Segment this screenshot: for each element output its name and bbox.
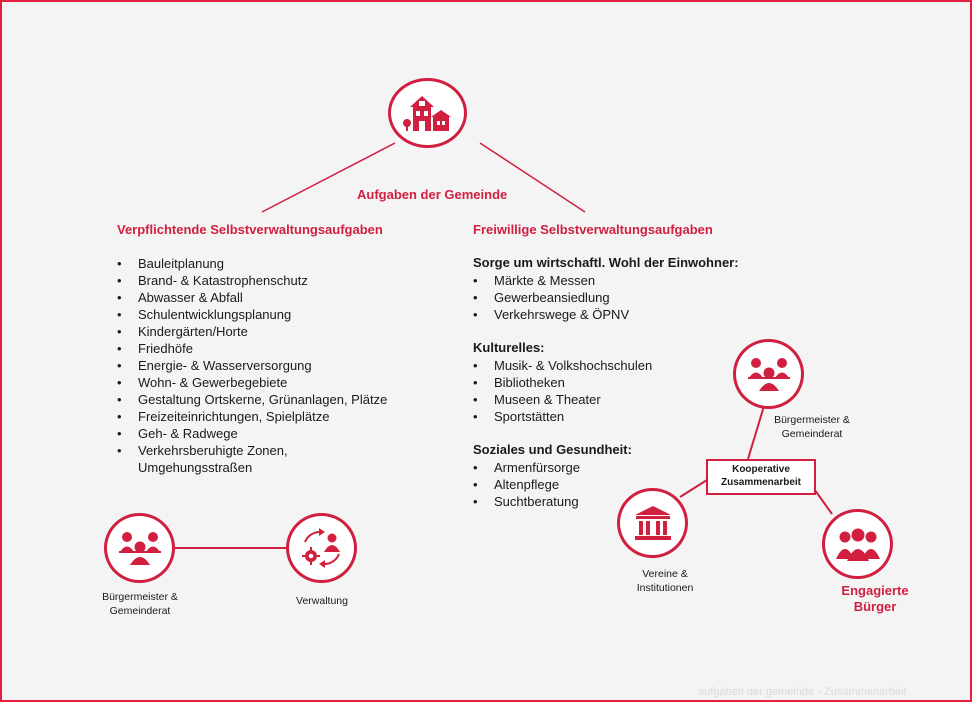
list-item: • Museen & Theater — [473, 391, 652, 408]
list-item: • Wohn- & Gewerbegebiete — [117, 374, 387, 391]
citizens-node — [822, 509, 893, 579]
list-item: • Freizeiteinrichtungen, Spielplätze — [117, 408, 387, 425]
left-heading: Verpflichtende Selbstverwaltungsaufgaben — [117, 222, 383, 237]
institutions-label: Vereine & Institutionen — [636, 568, 694, 594]
list-item-continuation: Umgehungsstraßen — [138, 460, 253, 475]
left-council-node — [104, 513, 175, 583]
diagram-title: Aufgaben der Gemeinde — [357, 187, 508, 202]
right-council-node — [733, 339, 804, 409]
town-hall-node — [388, 78, 467, 148]
left-task-list — [117, 255, 387, 459]
council-icon — [746, 356, 792, 392]
list-item: • Gewerbeansiedlung — [473, 289, 629, 306]
right-economy-list — [473, 272, 629, 323]
list-item: • Bibliotheken — [473, 374, 652, 391]
line-coop-institutions — [680, 480, 707, 497]
list-item: • Bauleitplanung — [117, 255, 387, 272]
list-item: • Gestaltung Ortskerne, Grünanlagen, Plätze — [117, 391, 387, 408]
right-group-title-culture: Kulturelles: — [473, 340, 545, 355]
list-item: • Verkehrsberuhigte Zonen, — [117, 442, 387, 459]
list-item: • Energie- & Wasserversorgung — [117, 357, 387, 374]
list-item: • Friedhöfe — [117, 340, 387, 357]
right-group-title-economy: Sorge um wirtschaftl. Wohl der Einwohner: — [473, 255, 739, 270]
list-item: • Brand- & Katastrophenschutz — [117, 272, 387, 289]
council-icon — [117, 530, 163, 566]
town-hall-icon — [402, 93, 454, 133]
institution-icon — [633, 504, 673, 542]
left-admin-label: Verwaltung — [296, 595, 348, 607]
list-item: • Kindergärten/Horte — [117, 323, 387, 340]
right-council-label: Bürgermeister & Gemeinderat — [774, 414, 850, 440]
list-item: • Schulentwicklungsplanung — [117, 306, 387, 323]
list-item: • Armenfürsorge — [473, 459, 580, 476]
citizens-icon — [834, 527, 882, 561]
watermark: aufgaben der gemeinde - Zusammenarbeit — [698, 686, 907, 698]
administration-icon — [299, 528, 345, 568]
list-item: • Abwasser & Abfall — [117, 289, 387, 306]
right-culture-list — [473, 357, 652, 425]
list-item: • Märkte & Messen — [473, 272, 629, 289]
list-item: • Geh- & Radwege — [117, 425, 387, 442]
right-heading: Freiwillige Selbstverwaltungsaufgaben — [473, 222, 713, 237]
list-item: • Verkehrswege & ÖPNV — [473, 306, 629, 323]
list-item: • Altenpflege — [473, 476, 580, 493]
cooperation-box: Kooperative Zusammenarbeit — [706, 459, 816, 495]
right-social-list — [473, 459, 580, 510]
list-item: • Suchtberatung — [473, 493, 580, 510]
citizens-label: Engagierte Bürger — [841, 583, 909, 614]
list-item: • Musik- & Volkshochschulen — [473, 357, 652, 374]
list-item: • Sportstätten — [473, 408, 652, 425]
left-council-label: Bürgermeister & Gemeinderat — [102, 591, 178, 617]
left-admin-node — [286, 513, 357, 583]
right-group-title-social: Soziales und Gesundheit: — [473, 442, 632, 457]
institutions-node — [617, 488, 688, 558]
